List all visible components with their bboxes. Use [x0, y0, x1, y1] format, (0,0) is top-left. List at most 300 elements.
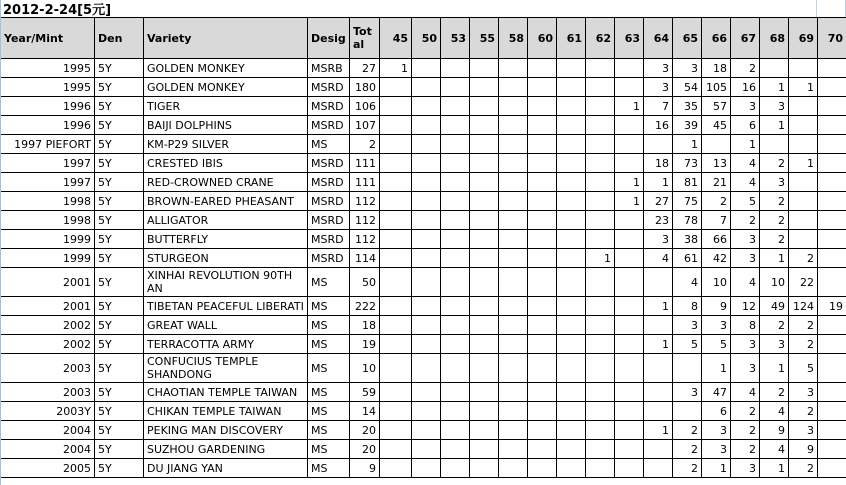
cell-grade-62	[586, 316, 615, 335]
cell-grade-69	[789, 192, 818, 211]
cell-den: 5Y	[95, 135, 144, 154]
cell-grade-62	[586, 78, 615, 97]
cell-variety: KM-P29 SILVER	[144, 135, 308, 154]
cell-grade-53	[441, 173, 470, 192]
cell-grade-67: 3	[731, 354, 760, 383]
cell-grade-53	[441, 459, 470, 478]
cell-desig: MSRD	[308, 116, 350, 135]
cell-grade-65: 8	[673, 297, 702, 316]
cell-desig: MSRD	[308, 97, 350, 116]
table-row	[1, 97, 846, 116]
cell-grade-66: 1	[702, 354, 731, 383]
cell-variety: BROWN-EARED PHEASANT	[144, 192, 308, 211]
cell-grade-68: 1	[760, 249, 789, 268]
cell-desig: MSRB	[308, 59, 350, 78]
cell-year-mint: 1997	[1, 154, 95, 173]
cell-variety: DU JIANG YAN	[144, 459, 308, 478]
cell-den: 5Y	[95, 421, 144, 440]
cell-grade-65	[673, 402, 702, 421]
cell-grade-69	[789, 97, 818, 116]
cell-grade-50	[412, 211, 441, 230]
cell-grade-55	[470, 383, 499, 402]
cell-grade-60	[528, 116, 557, 135]
table-row	[1, 154, 846, 173]
cell-grade-55	[470, 173, 499, 192]
cell-grade-53	[441, 116, 470, 135]
cell-grade-62	[586, 421, 615, 440]
cell-grade-65: 3	[673, 316, 702, 335]
cell-grade-66: 21	[702, 173, 731, 192]
cell-grade-55	[470, 268, 499, 297]
column-header-den: Den	[95, 18, 144, 59]
cell-grade-53	[441, 135, 470, 154]
cell-total: 107	[350, 116, 380, 135]
cell-grade-45	[380, 211, 412, 230]
cell-grade-60	[528, 268, 557, 297]
cell-desig: MS	[308, 335, 350, 354]
cell-year-mint: 2003	[1, 354, 95, 383]
cell-grade-60	[528, 354, 557, 383]
cell-desig: MSRD	[308, 211, 350, 230]
cell-grade-61	[557, 297, 586, 316]
cell-den: 5Y	[95, 268, 144, 297]
cell-grade-69	[789, 211, 818, 230]
cell-grade-60	[528, 249, 557, 268]
cell-year-mint: 1996	[1, 116, 95, 135]
cell-grade-66: 9	[702, 297, 731, 316]
cell-grade-70	[818, 78, 846, 97]
cell-grade-62	[586, 230, 615, 249]
table-row	[1, 354, 846, 383]
cell-grade-55	[470, 249, 499, 268]
cell-grade-66: 18	[702, 59, 731, 78]
cell-grade-55	[470, 59, 499, 78]
table-row	[1, 459, 846, 478]
cell-grade-63	[615, 297, 644, 316]
cell-grade-58	[499, 78, 528, 97]
cell-grade-67: 3	[731, 459, 760, 478]
table-row	[1, 268, 846, 297]
sheet-gridline-left	[0, 0, 1, 485]
cell-grade-55	[470, 440, 499, 459]
cell-variety: CONFUCIUS TEMPLE SHANDONG	[144, 354, 308, 383]
cell-den: 5Y	[95, 335, 144, 354]
cell-grade-61	[557, 421, 586, 440]
cell-grade-45	[380, 354, 412, 383]
cell-desig: MSRD	[308, 78, 350, 97]
column-header-grade-66: 66	[702, 18, 731, 59]
cell-grade-55	[470, 230, 499, 249]
table-row	[1, 230, 846, 249]
cell-desig: MS	[308, 268, 350, 297]
cell-desig: MS	[308, 354, 350, 383]
cell-grade-65: 39	[673, 116, 702, 135]
cell-grade-62	[586, 383, 615, 402]
cell-grade-65: 35	[673, 97, 702, 116]
cell-grade-61	[557, 97, 586, 116]
column-header-year-mint: Year/Mint	[1, 18, 95, 59]
cell-variety: TERRACOTTA ARMY	[144, 335, 308, 354]
report-title: 2012-2-24[5元]	[3, 3, 112, 18]
cell-grade-53	[441, 59, 470, 78]
cell-grade-68: 3	[760, 97, 789, 116]
cell-grade-45	[380, 402, 412, 421]
cell-grade-45	[380, 135, 412, 154]
column-header-grade-58: 58	[499, 18, 528, 59]
cell-grade-68: 3	[760, 173, 789, 192]
cell-grade-62	[586, 440, 615, 459]
cell-grade-68: 3	[760, 335, 789, 354]
table-row	[1, 440, 846, 459]
cell-grade-67: 8	[731, 316, 760, 335]
cell-grade-69: 22	[789, 268, 818, 297]
census-table	[0, 17, 846, 478]
cell-grade-53	[441, 316, 470, 335]
table-row	[1, 383, 846, 402]
cell-grade-50	[412, 402, 441, 421]
cell-grade-67: 4	[731, 268, 760, 297]
cell-grade-62	[586, 59, 615, 78]
cell-grade-64: 23	[644, 211, 673, 230]
cell-total: 2	[350, 135, 380, 154]
column-header-grade-70: 70	[818, 18, 846, 59]
cell-den: 5Y	[95, 316, 144, 335]
cell-grade-63	[615, 78, 644, 97]
cell-total: 50	[350, 268, 380, 297]
cell-grade-70	[818, 402, 846, 421]
cell-grade-53	[441, 402, 470, 421]
cell-year-mint: 1996	[1, 97, 95, 116]
cell-den: 5Y	[95, 173, 144, 192]
cell-grade-58	[499, 335, 528, 354]
cell-den: 5Y	[95, 192, 144, 211]
cell-grade-70	[818, 459, 846, 478]
cell-grade-58	[499, 297, 528, 316]
cell-grade-69	[789, 59, 818, 78]
cell-year-mint: 1997	[1, 173, 95, 192]
cell-grade-61	[557, 211, 586, 230]
cell-grade-62	[586, 154, 615, 173]
cell-grade-60	[528, 402, 557, 421]
cell-grade-69: 3	[789, 383, 818, 402]
cell-variety: TIBETAN PEACEFUL LIBERATI	[144, 297, 308, 316]
cell-grade-64	[644, 268, 673, 297]
cell-grade-45	[380, 78, 412, 97]
cell-grade-61	[557, 440, 586, 459]
cell-grade-65: 1	[673, 135, 702, 154]
cell-den: 5Y	[95, 59, 144, 78]
cell-grade-45: 1	[380, 59, 412, 78]
cell-year-mint: 2005	[1, 459, 95, 478]
cell-den: 5Y	[95, 249, 144, 268]
cell-grade-63	[615, 116, 644, 135]
cell-grade-45	[380, 173, 412, 192]
cell-grade-45	[380, 268, 412, 297]
cell-den: 5Y	[95, 459, 144, 478]
cell-grade-70	[818, 154, 846, 173]
cell-grade-65: 81	[673, 173, 702, 192]
cell-grade-60	[528, 316, 557, 335]
cell-grade-58	[499, 59, 528, 78]
cell-grade-50	[412, 354, 441, 383]
cell-grade-55	[470, 421, 499, 440]
cell-grade-63: 1	[615, 173, 644, 192]
column-header-grade-45: 45	[380, 18, 412, 59]
column-header-grade-68: 68	[760, 18, 789, 59]
cell-grade-63	[615, 268, 644, 297]
cell-year-mint: 2003Y	[1, 402, 95, 421]
cell-grade-64	[644, 440, 673, 459]
cell-total: 112	[350, 230, 380, 249]
cell-grade-67: 4	[731, 173, 760, 192]
cell-grade-67: 4	[731, 154, 760, 173]
cell-grade-58	[499, 173, 528, 192]
cell-grade-64: 18	[644, 154, 673, 173]
cell-variety: GOLDEN MONKEY	[144, 59, 308, 78]
cell-grade-69	[789, 230, 818, 249]
cell-grade-68: 1	[760, 354, 789, 383]
cell-grade-58	[499, 268, 528, 297]
table-row	[1, 192, 846, 211]
cell-year-mint: 1999	[1, 249, 95, 268]
cell-grade-63	[615, 402, 644, 421]
cell-year-mint: 2002	[1, 316, 95, 335]
cell-grade-68	[760, 135, 789, 154]
cell-grade-60	[528, 154, 557, 173]
cell-grade-65: 2	[673, 421, 702, 440]
cell-year-mint: 2003	[1, 383, 95, 402]
cell-grade-55	[470, 402, 499, 421]
cell-grade-53	[441, 211, 470, 230]
cell-grade-70	[818, 230, 846, 249]
cell-grade-58	[499, 383, 528, 402]
table-row	[1, 316, 846, 335]
cell-desig: MSRD	[308, 249, 350, 268]
cell-grade-50	[412, 297, 441, 316]
header-row	[1, 18, 846, 59]
cell-grade-67: 2	[731, 211, 760, 230]
column-header-grade-69: 69	[789, 18, 818, 59]
cell-grade-69	[789, 135, 818, 154]
cell-grade-60	[528, 459, 557, 478]
cell-grade-60	[528, 173, 557, 192]
cell-grade-66: 3	[702, 316, 731, 335]
cell-grade-53	[441, 154, 470, 173]
cell-grade-45	[380, 421, 412, 440]
cell-grade-45	[380, 383, 412, 402]
cell-grade-66: 57	[702, 97, 731, 116]
cell-grade-66: 3	[702, 421, 731, 440]
cell-grade-53	[441, 78, 470, 97]
table-row	[1, 78, 846, 97]
cell-total: 20	[350, 440, 380, 459]
cell-grade-70: 19	[818, 297, 846, 316]
cell-grade-50	[412, 459, 441, 478]
cell-desig: MS	[308, 402, 350, 421]
cell-grade-64: 1	[644, 297, 673, 316]
cell-grade-63	[615, 135, 644, 154]
cell-grade-58	[499, 211, 528, 230]
cell-grade-68: 1	[760, 459, 789, 478]
cell-grade-65	[673, 354, 702, 383]
cell-grade-62: 1	[586, 249, 615, 268]
cell-variety: PEKING MAN DISCOVERY	[144, 421, 308, 440]
cell-grade-62	[586, 116, 615, 135]
cell-grade-64: 16	[644, 116, 673, 135]
cell-desig: MS	[308, 135, 350, 154]
cell-grade-64	[644, 316, 673, 335]
table-row	[1, 211, 846, 230]
cell-grade-66: 47	[702, 383, 731, 402]
cell-grade-66: 66	[702, 230, 731, 249]
cell-grade-61	[557, 135, 586, 154]
cell-grade-50	[412, 440, 441, 459]
cell-total: 14	[350, 402, 380, 421]
cell-grade-50	[412, 154, 441, 173]
cell-grade-62	[586, 135, 615, 154]
cell-year-mint: 2004	[1, 421, 95, 440]
cell-grade-69: 2	[789, 459, 818, 478]
cell-variety: TIGER	[144, 97, 308, 116]
cell-grade-61	[557, 59, 586, 78]
cell-grade-60	[528, 211, 557, 230]
cell-grade-50	[412, 78, 441, 97]
cell-grade-61	[557, 116, 586, 135]
cell-year-mint: 2001	[1, 297, 95, 316]
cell-grade-63	[615, 335, 644, 354]
cell-grade-45	[380, 335, 412, 354]
cell-grade-45	[380, 154, 412, 173]
cell-grade-60	[528, 59, 557, 78]
cell-grade-64	[644, 135, 673, 154]
cell-grade-64: 3	[644, 59, 673, 78]
cell-grade-50	[412, 421, 441, 440]
cell-grade-53	[441, 421, 470, 440]
table-row	[1, 335, 846, 354]
cell-variety: GOLDEN MONKEY	[144, 78, 308, 97]
cell-grade-62	[586, 335, 615, 354]
cell-grade-64: 1	[644, 421, 673, 440]
cell-desig: MS	[308, 459, 350, 478]
cell-grade-61	[557, 268, 586, 297]
cell-variety: RED-CROWNED CRANE	[144, 173, 308, 192]
cell-grade-50	[412, 192, 441, 211]
cell-grade-66: 13	[702, 154, 731, 173]
column-header-grade-55: 55	[470, 18, 499, 59]
cell-grade-69: 2	[789, 249, 818, 268]
cell-grade-67: 6	[731, 116, 760, 135]
cell-grade-58	[499, 421, 528, 440]
cell-grade-60	[528, 192, 557, 211]
cell-grade-68: 2	[760, 230, 789, 249]
cell-variety: STURGEON	[144, 249, 308, 268]
cell-grade-45	[380, 97, 412, 116]
cell-grade-69: 2	[789, 402, 818, 421]
table-body	[1, 59, 846, 478]
table-row	[1, 135, 846, 154]
cell-grade-55	[470, 154, 499, 173]
cell-grade-61	[557, 192, 586, 211]
cell-grade-53	[441, 192, 470, 211]
cell-den: 5Y	[95, 78, 144, 97]
cell-grade-58	[499, 316, 528, 335]
cell-grade-69: 3	[789, 421, 818, 440]
cell-grade-58	[499, 97, 528, 116]
cell-grade-55	[470, 354, 499, 383]
cell-den: 5Y	[95, 297, 144, 316]
cell-grade-63: 1	[615, 192, 644, 211]
cell-grade-53	[441, 297, 470, 316]
cell-grade-70	[818, 249, 846, 268]
cell-desig: MSRD	[308, 173, 350, 192]
cell-grade-66: 2	[702, 192, 731, 211]
cell-grade-45	[380, 440, 412, 459]
cell-grade-64: 7	[644, 97, 673, 116]
cell-total: 114	[350, 249, 380, 268]
cell-grade-67: 2	[731, 59, 760, 78]
cell-grade-60	[528, 335, 557, 354]
cell-grade-69	[789, 173, 818, 192]
cell-grade-50	[412, 383, 441, 402]
cell-grade-50	[412, 59, 441, 78]
cell-grade-55	[470, 78, 499, 97]
column-header-grade-62: 62	[586, 18, 615, 59]
cell-variety: CHIKAN TEMPLE TAIWAN	[144, 402, 308, 421]
cell-grade-58	[499, 459, 528, 478]
cell-grade-62	[586, 192, 615, 211]
cell-grade-60	[528, 440, 557, 459]
cell-grade-65: 2	[673, 440, 702, 459]
cell-total: 27	[350, 59, 380, 78]
cell-grade-61	[557, 154, 586, 173]
column-header-grade-64: 64	[644, 18, 673, 59]
cell-grade-58	[499, 402, 528, 421]
cell-den: 5Y	[95, 211, 144, 230]
cell-total: 19	[350, 335, 380, 354]
cell-grade-55	[470, 211, 499, 230]
cell-grade-64: 27	[644, 192, 673, 211]
cell-grade-45	[380, 249, 412, 268]
cell-grade-69: 1	[789, 78, 818, 97]
cell-grade-55	[470, 297, 499, 316]
cell-grade-58	[499, 440, 528, 459]
cell-grade-45	[380, 230, 412, 249]
cell-grade-53	[441, 249, 470, 268]
cell-grade-70	[818, 316, 846, 335]
cell-year-mint: 1998	[1, 192, 95, 211]
table-row	[1, 116, 846, 135]
cell-grade-58	[499, 116, 528, 135]
cell-grade-65: 61	[673, 249, 702, 268]
cell-grade-55	[470, 192, 499, 211]
cell-grade-62	[586, 173, 615, 192]
cell-grade-70	[818, 192, 846, 211]
cell-grade-69: 124	[789, 297, 818, 316]
column-header-grade-67: 67	[731, 18, 760, 59]
cell-grade-68: 4	[760, 440, 789, 459]
cell-den: 5Y	[95, 354, 144, 383]
column-header-grade-63: 63	[615, 18, 644, 59]
cell-grade-61	[557, 316, 586, 335]
cell-grade-50	[412, 335, 441, 354]
cell-grade-63	[615, 316, 644, 335]
cell-den: 5Y	[95, 97, 144, 116]
cell-grade-50	[412, 249, 441, 268]
cell-grade-66: 105	[702, 78, 731, 97]
cell-grade-70	[818, 116, 846, 135]
cell-grade-70	[818, 173, 846, 192]
cell-grade-62	[586, 354, 615, 383]
